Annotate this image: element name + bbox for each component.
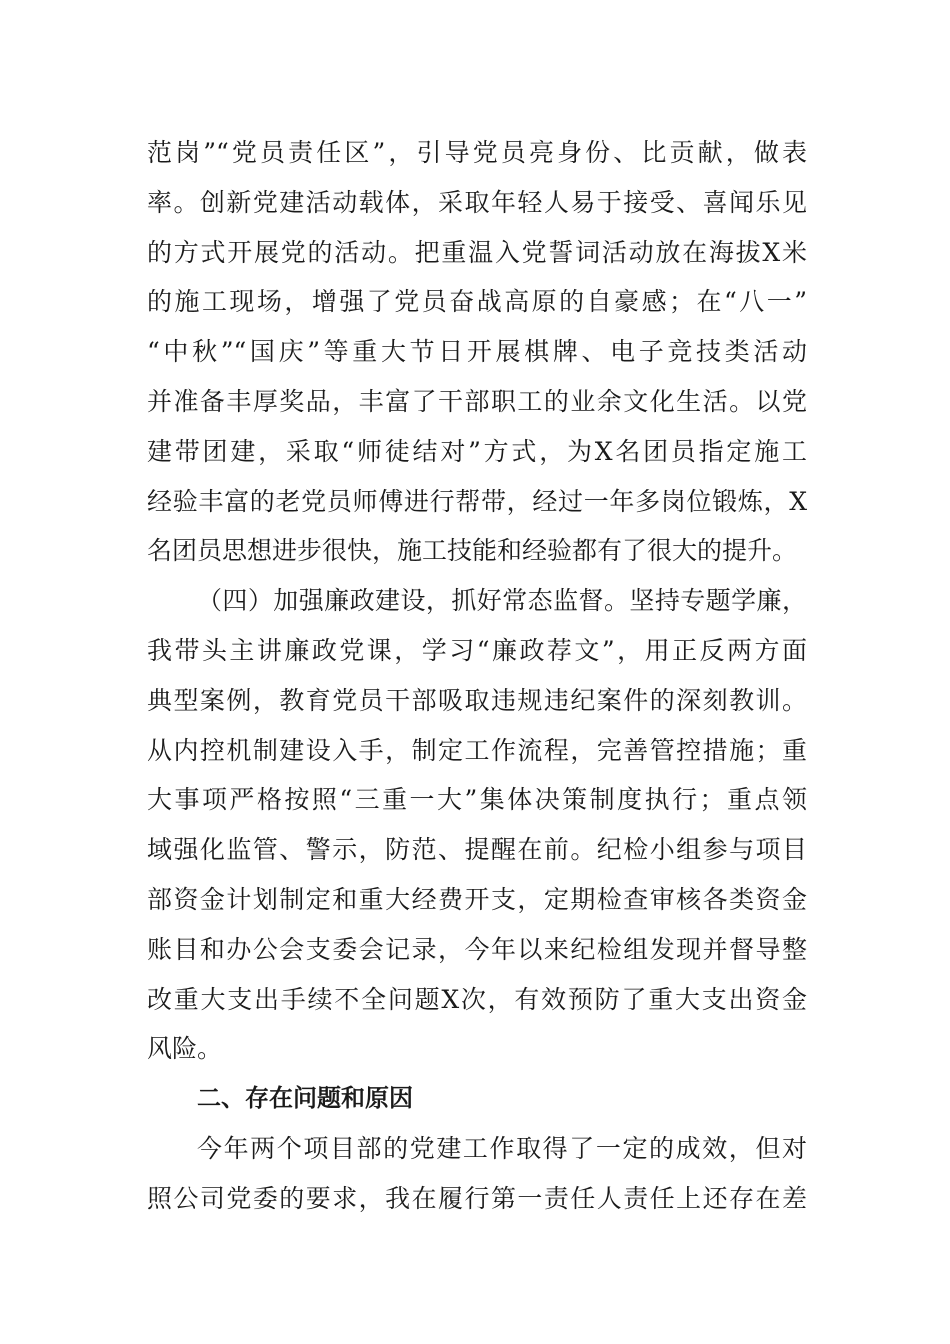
- text-line: 域强化监管、警示，防范、提醒在前。纪检小组参与项目: [147, 835, 807, 865]
- text-line: 经验丰富的老党员师傅进行帮带，经过一年多岗位锻炼，X: [147, 486, 807, 516]
- text-line: 名团员思想进步很快，施工技能和经验都有了很大的提升。: [147, 536, 798, 566]
- text-line: 并准备丰厚奖品，丰富了干部职工的业余文化生活。以党: [147, 386, 807, 416]
- text-line: 建带团建，采取“师徒结对”方式，为X名团员指定施工: [147, 436, 807, 466]
- text-line: 范岗”“党员责任区”，引导党员亮身份、比贡献，做表: [147, 138, 807, 167]
- body-text: [147, 128, 807, 1224]
- text-line: 的施工现场，增强了党员奋战高原的自豪感；在“八一”: [147, 287, 807, 317]
- text-line: “中秋”“国庆”等重大节日开展棋牌、电子竞技类活动: [147, 337, 807, 367]
- text-line: 从内控机制建设入手，制定工作流程，完善管控措施；重: [147, 735, 807, 765]
- text-line: 率。创新党建活动载体，采取年轻人易于接受、喜闻乐见: [147, 187, 807, 217]
- text-line: 部资金计划制定和重大经费开支，定期检查审核各类资金: [147, 884, 807, 914]
- text-line: 大事项严格按照“三重一大”集体决策制度执行；重点领: [147, 785, 807, 815]
- section-heading: 二、存在问题和原因: [197, 1084, 413, 1113]
- paragraph-start-line: （四）加强廉政建设，抓好常态监督。坚持专题学廉，: [197, 586, 807, 616]
- paragraph-start-line: 今年两个项目部的党建工作取得了一定的成效，但对: [197, 1133, 807, 1163]
- text-line: 照公司党委的要求，我在履行第一责任人责任上还存在差: [147, 1183, 807, 1213]
- text-line: 的方式开展党的活动。把重温入党誓词活动放在海拔X米: [147, 237, 807, 267]
- text-line: 账目和办公会支委会记录，今年以来纪检组发现并督导整: [147, 934, 807, 964]
- text-line: 典型案例，教育党员干部吸取违规违纪案件的深刻教训。: [147, 685, 807, 715]
- text-line: 改重大支出手续不全问题X次，有效预防了重大支出资金: [147, 984, 807, 1014]
- text-line: 我带头主讲廉政党课，学习“廉政荐文”，用正反两方面: [147, 635, 807, 665]
- text-line: 风险。: [147, 1034, 223, 1064]
